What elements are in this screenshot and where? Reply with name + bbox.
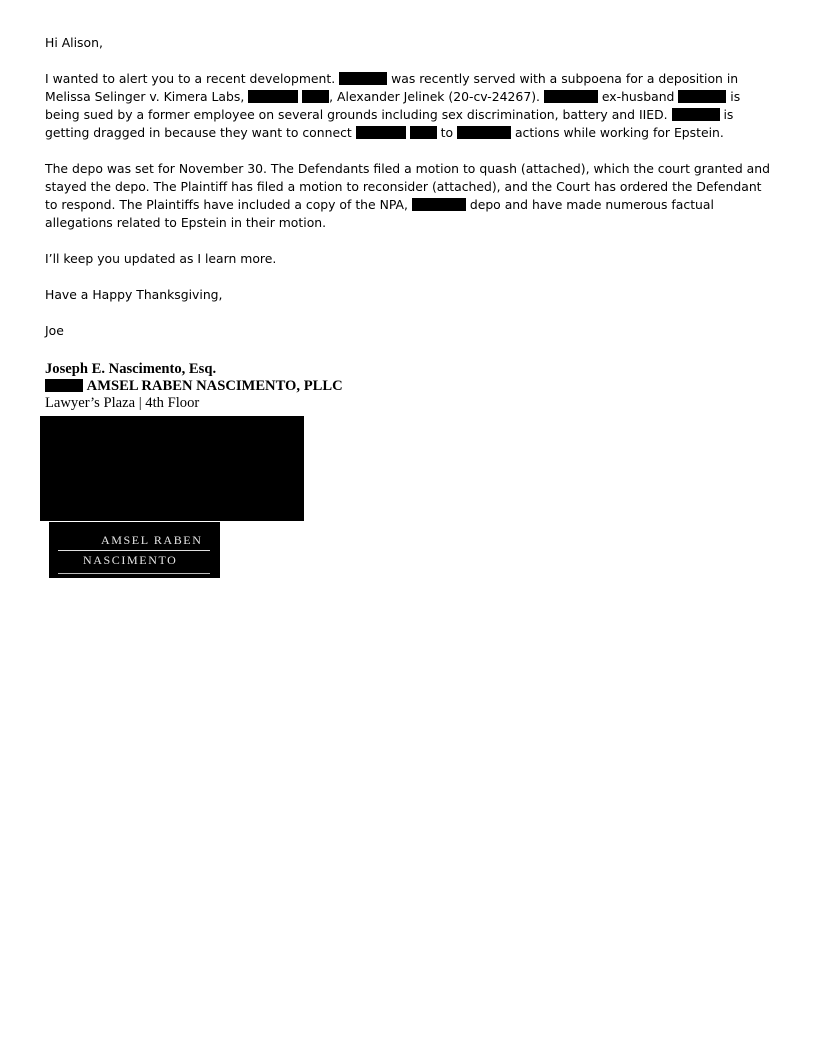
text: ex-husband (597, 89, 679, 104)
text: actions while working for Epstein. (511, 125, 724, 140)
paragraph-depo (45, 160, 775, 232)
logo-divider (58, 550, 210, 551)
logo-divider (58, 573, 210, 574)
redacted-contact-block (40, 416, 304, 521)
paragraph-update: I’ll keep you updated as I learn more. (45, 251, 277, 266)
greeting: Hi Alison, (45, 35, 103, 50)
text: is being sued by a former employee on several grounds including sex discrimination, battery and IIED. (45, 89, 741, 122)
redaction (672, 108, 720, 121)
text: , Alexander Jelinek (20-cv-24267). (329, 89, 544, 104)
closing: Have a Happy Thanksgiving, (45, 287, 223, 302)
signature-address: Lawyer’s Plaza | 4th Floor (45, 395, 200, 411)
text: is getting dragged in because they want to connect (45, 107, 734, 140)
redaction (412, 198, 466, 211)
signature (45, 361, 343, 412)
text: was recently served with a subpoena for a deposition in Melissa Selinger v. Kimera Labs, (45, 71, 739, 104)
logo-line-1: AMSEL RABEN (101, 533, 203, 547)
redaction (410, 126, 437, 139)
signature-firm: AMSEL RABEN NASCIMENTO, PLLC (86, 378, 343, 394)
text: I wanted to alert you to a recent development. (45, 71, 340, 86)
text: depo and have made numerous factual allegations related to Epstein in their motion. (45, 197, 714, 230)
redaction (356, 126, 406, 139)
sender-first-name: Joe (45, 323, 64, 338)
redaction (302, 90, 329, 103)
redaction (678, 90, 726, 103)
redaction (45, 379, 83, 392)
text: The depo was set for November 30. The Defendants filed a motion to quash (attached), which the court granted and stayed the depo. The Plaintiff has filed a motion to reconsider (attached), and the Court has ordered the Defendant to respond. The Plaintiffs have included a copy of the NPA, (45, 161, 770, 212)
signature-name: Joseph E. Nascimento, Esq. (45, 361, 217, 377)
signature-firm-line (45, 378, 343, 395)
redaction (457, 126, 511, 139)
firm-logo (49, 522, 220, 578)
email-body (45, 34, 775, 358)
logo-line-2: NASCIMENTO (83, 553, 178, 567)
text: to (436, 125, 457, 140)
redaction (339, 72, 387, 85)
redaction (248, 90, 298, 103)
paragraph-development (45, 70, 775, 142)
redaction (544, 90, 598, 103)
